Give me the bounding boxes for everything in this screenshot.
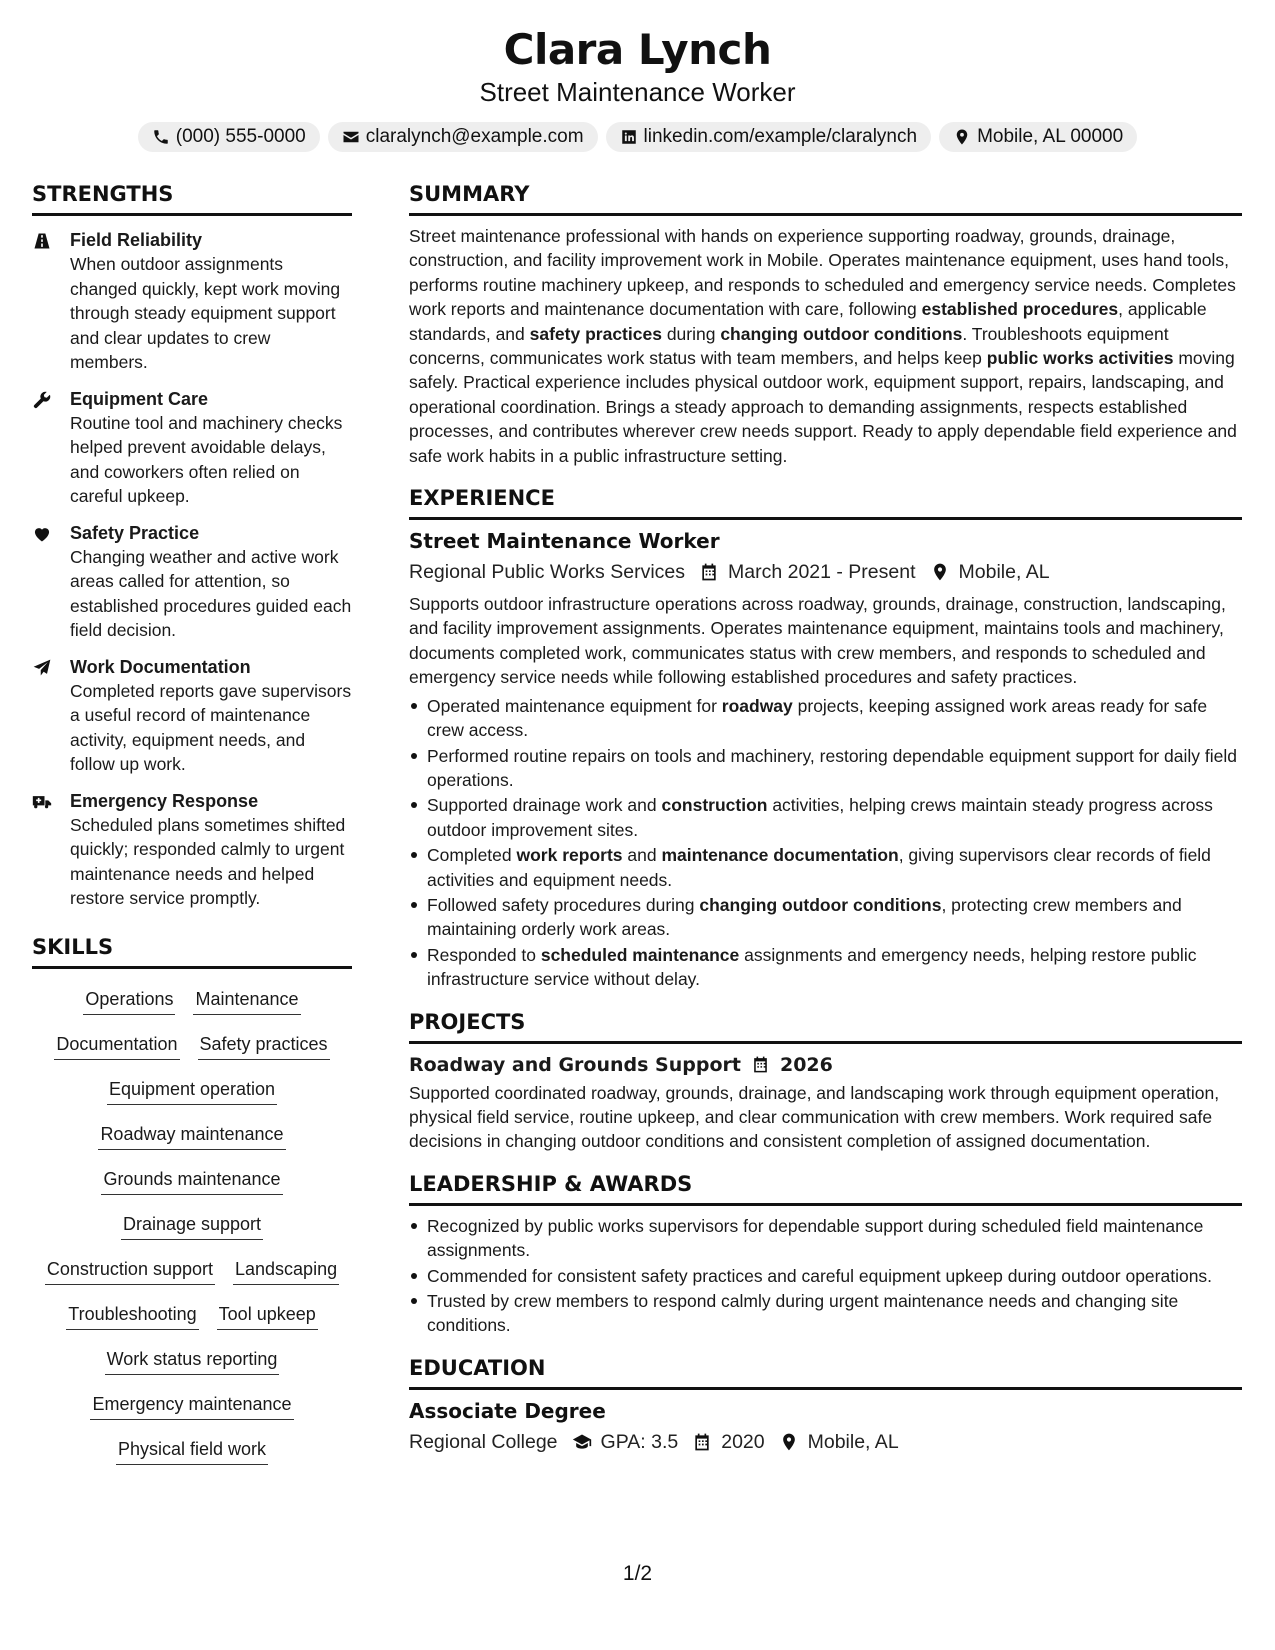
skill-row: [32, 1024, 352, 1069]
list-item: Trusted by crew members to respond calmly during urgent maintenance needs and changing site conditions.: [409, 1289, 1242, 1338]
strength-item: [32, 228, 352, 375]
projects-heading: PROJECTS: [409, 1008, 1242, 1044]
strength-desc: Completed reports gave supervisors a useful record of maintenance activity, equipment needs, and follow up work.: [70, 680, 352, 774]
strength-desc: Scheduled plans sometimes shifted quickly; responded calmly to urgent maintenance needs and helped restore service promptly.: [70, 814, 346, 908]
education-heading: EDUCATION: [409, 1354, 1242, 1390]
strength-item: [32, 789, 352, 911]
wrench-icon: [32, 390, 52, 410]
candidate-name: Clara Lynch: [503, 25, 772, 74]
skill-tag: Documentation: [54, 1032, 179, 1060]
calendar-icon: [699, 562, 719, 582]
education-location: Mobile, AL: [807, 1430, 899, 1453]
skill-tag: Construction support: [45, 1257, 215, 1285]
strength-title: Work Documentation: [70, 656, 251, 677]
education-meta: [409, 1428, 1242, 1456]
degree-title: Associate Degree: [409, 1398, 606, 1423]
job-bullets: [409, 694, 1242, 992]
skill-tag: Grounds maintenance: [101, 1167, 282, 1195]
left-column: [32, 180, 352, 1474]
skill-row: [32, 1339, 352, 1384]
skill-tag: Maintenance: [193, 987, 300, 1015]
skill-tag: Tool upkeep: [217, 1302, 318, 1330]
strength-desc: Routine tool and machinery checks helped prevent avoidable delays, and coworkers often relied on careful upkeep.: [70, 412, 343, 506]
strength-title: Safety Practice: [70, 522, 200, 543]
skill-tag: Emergency maintenance: [90, 1392, 293, 1420]
project-year: 2026: [779, 1053, 833, 1076]
strength-title: Field Reliability: [70, 230, 203, 250]
phone-icon: [152, 128, 170, 146]
summary-heading: SUMMARY: [409, 180, 1242, 216]
skill-row: [32, 1159, 352, 1204]
strength-item: [32, 521, 352, 643]
skill-row: [32, 1204, 352, 1249]
strength-desc: When outdoor assignments changed quickly, kept work moving through steady equipment support and clear updates to crew members.: [70, 254, 341, 372]
road-icon: [32, 231, 52, 251]
list-item: Operated maintenance equipment for roadway projects, keeping assigned work areas ready for safe crew access.: [409, 694, 1242, 743]
contact-linkedin[interactable]: [606, 122, 932, 152]
skill-row: [32, 1249, 352, 1294]
strength-item: [32, 387, 352, 509]
education-year: 2020: [721, 1430, 765, 1453]
list-item: Followed safety procedures during changing outdoor conditions, protecting crew members and maintaining orderly work areas.: [409, 893, 1242, 942]
contact-email[interactable]: [328, 122, 598, 152]
strength-title: Emergency Response: [70, 790, 259, 811]
skill-tag: Physical field work: [116, 1437, 268, 1465]
job-meta: [409, 558, 1242, 586]
job-title: Street Maintenance Worker: [409, 529, 720, 554]
list-item: Performed routine repairs on tools and machinery, restoring dependable equipment support for daily field operations.: [409, 744, 1242, 793]
map-pin-icon: [930, 562, 950, 582]
strengths-heading: STRENGTHS: [32, 180, 352, 216]
contact-location-text: Mobile, AL 00000: [977, 126, 1124, 147]
list-item: Commended for consistent safety practices and careful equipment upkeep during outdoor operations.: [409, 1264, 1242, 1288]
contact-bar: [0, 122, 1275, 152]
candidate-title: Street Maintenance Worker: [479, 77, 796, 107]
paper-plane-icon: [32, 658, 52, 678]
skill-tag: Work status reporting: [105, 1347, 280, 1375]
list-item: Recognized by public works supervisors for dependable support during scheduled field maintenance assignments.: [409, 1214, 1242, 1263]
right-column: [409, 180, 1242, 1456]
contact-phone[interactable]: [138, 122, 320, 152]
graduation-cap-icon: [572, 1432, 592, 1452]
strength-title: Equipment Care: [70, 388, 209, 409]
skill-row: [32, 1384, 352, 1429]
skill-tag: Troubleshooting: [66, 1302, 198, 1330]
gpa: GPA: 3.5: [600, 1430, 679, 1453]
list-item: Supported drainage work and construction activities, helping crews maintain steady progress across outdoor improvement sites.: [409, 793, 1242, 842]
job-location: Mobile, AL: [958, 561, 1050, 584]
calendar-icon: [751, 1055, 770, 1074]
calendar-icon: [692, 1432, 712, 1452]
strength-desc: Changing weather and active work areas called for attention, so established procedures guided each field decision.: [70, 546, 352, 640]
skill-row: [32, 1429, 352, 1474]
map-pin-icon: [779, 1432, 799, 1452]
skills-heading: SKILLS: [32, 933, 352, 969]
leadership-heading: LEADERSHIP & AWARDS: [409, 1170, 1242, 1206]
summary-text: Street maintenance professional with hands on experience supporting roadway, grounds, drainage, construction, and facility improvement work in Mobile. Operates maintenance equipment, uses hand tools, performs routine machinery upkeep, and responds to scheduled and emergency service needs. Completes work reports and maintenance documentation with care, following established procedures, applicable standards, and safety practices during changing outdoor conditions. Troubleshoots equipment concerns, communicates work status with team members, and helps keep public works activities moving safely. Practical experience includes physical outdoor work, equipment support, repairs, landscaping, and operational coordination. Brings a steady approach to demanding assignments, respects established processes, and contributes wherever crew needs support. Ready to apply dependable field experience and safe work habits in a public infrastructure setting.: [409, 226, 1237, 466]
map-pin-icon: [953, 128, 971, 146]
contact-phone-text: (000) 555-0000: [175, 126, 306, 147]
experience-heading: EXPERIENCE: [409, 484, 1242, 520]
skills-list: [32, 979, 352, 1474]
company-name: Regional Public Works Services: [409, 561, 685, 584]
contact-email-text: claralynch@example.com: [365, 126, 584, 147]
contact-location: [939, 122, 1137, 152]
school-name: Regional College: [409, 1430, 558, 1453]
leadership-list: [409, 1214, 1242, 1338]
skill-row: [32, 1069, 352, 1114]
skill-tag: Safety practices: [198, 1032, 330, 1060]
contact-linkedin-text: linkedin.com/example/claralynch: [643, 126, 918, 147]
project-description: Supported coordinated roadway, grounds, drainage, and landscaping work through equipment operation, physical field service, routine upkeep, and clear communication with crew members. Work required safe decisions in changing outdoor conditions and consistent completion of assigned documentation.: [409, 1082, 1220, 1152]
envelope-icon: [342, 128, 360, 146]
skill-tag: Drainage support: [121, 1212, 263, 1240]
resume-header: [0, 24, 1275, 152]
list-item: Responded to scheduled maintenance assignments and emergency needs, helping restore public infrastructure service without delay.: [409, 943, 1242, 992]
job-dates: March 2021 - Present: [728, 561, 916, 584]
list-item: Completed work reports and maintenance documentation, giving supervisors clear records of field activities and equipment needs.: [409, 843, 1242, 892]
project-title: Roadway and Grounds Support: [409, 1053, 741, 1076]
job-description: Supports outdoor infrastructure operations across roadway, grounds, drainage, construction, landscaping, and facility improvement assignments. Operates maintenance equipment, maintains tools and machinery, documents completed work, communicates status with crew members, and responds to scheduled and emergency service needs while following established procedures and safety practices.: [409, 594, 1226, 688]
page-number: 1/2: [622, 1562, 653, 1585]
heart-icon: [32, 524, 52, 544]
strength-item: [32, 655, 352, 777]
truck-medical-icon: [32, 792, 52, 812]
skill-row: [32, 1114, 352, 1159]
skill-tag: Landscaping: [233, 1257, 339, 1285]
skill-row: [32, 979, 352, 1024]
skill-tag: Operations: [83, 987, 175, 1015]
skill-tag: Roadway maintenance: [98, 1122, 285, 1150]
linkedin-icon: [620, 128, 638, 146]
project-title-row: [409, 1052, 1242, 1078]
skill-tag: Equipment operation: [107, 1077, 277, 1105]
skill-row: [32, 1294, 352, 1339]
